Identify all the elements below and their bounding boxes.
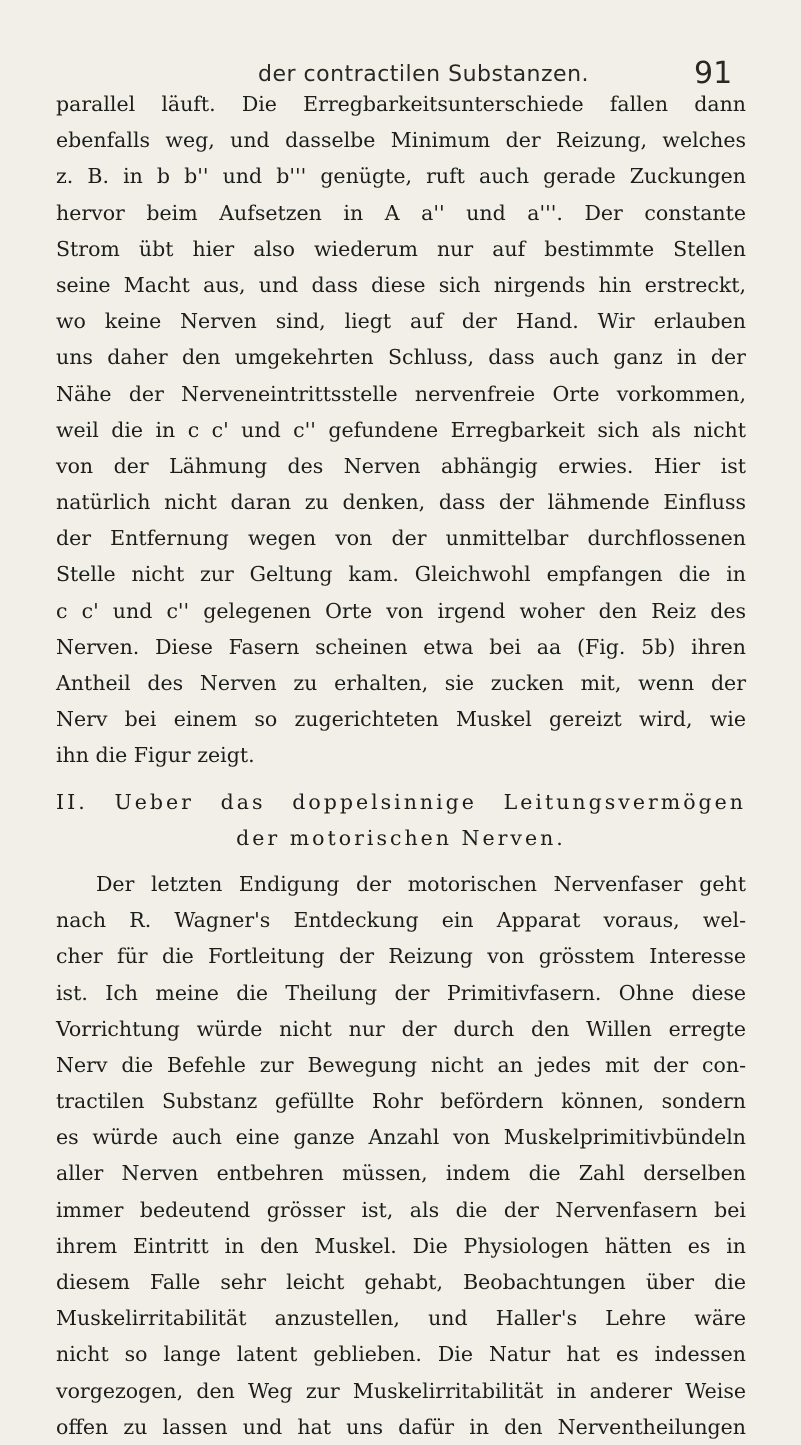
text-line: Vorrichtung würde nicht nur der durch den Willen erregte	[56, 1016, 746, 1041]
text-line: parallel läuft. Die Erregbarkeitsunterschiede fallen dann	[56, 92, 746, 116]
page-number: 91	[694, 56, 733, 91]
paragraph-2	[56, 866, 746, 1445]
text-line: nach R. Wagner's Entdeckung ein Apparat voraus, wel-	[56, 908, 746, 933]
text-line: weil die in c c' und c'' gefundene Erregbarkeit sich als nicht	[56, 417, 746, 442]
text-line: Strom übt hier also wiederum nur auf bestimmte Stellen	[56, 236, 746, 261]
text-line: ebenfalls weg, und dasselbe Minimum der Reizung, welches	[56, 128, 746, 153]
text-line: immer bedeutend grösser ist, als die der Nervenfasern bei	[56, 1197, 746, 1222]
text-line: vorgezogen, den Weg zur Muskelirritabilität in anderer Weise	[56, 1378, 746, 1403]
body-text	[56, 86, 746, 1445]
text-line: tractilen Substanz gefüllte Rohr befördern können, sondern	[56, 1089, 746, 1114]
text-line: aller Nerven entbehren müssen, indem die Zahl derselben	[56, 1161, 746, 1186]
section-gap	[56, 774, 746, 784]
text-line: es würde auch eine ganze Anzahl von Muskelprimitivbündeln	[56, 1125, 746, 1150]
text-line: Antheil des Nerven zu erhalten, sie zucken mit, wenn der	[56, 671, 746, 695]
text-line: c c' und c'' gelegenen Orte von irgend woher den Reiz des	[56, 598, 746, 623]
text-line: Der letzten Endigung der motorischen Nervenfaser geht	[96, 871, 746, 896]
text-line: Nähe der Nerveneintrittsstelle nervenfreie Orte vorkommen,	[56, 381, 746, 406]
text-line: Nerv die Befehle zur Bewegung nicht an jedes mit der con-	[56, 1052, 746, 1077]
text-line: wo keine Nerven sind, liegt auf der Hand. Wir erlauben	[56, 309, 746, 334]
text-line: von der Lähmung des Nerven abhängig erwies. Hier ist	[56, 453, 746, 478]
text-line: cher für die Fortleitung der Reizung von grösstem Interesse	[56, 944, 746, 969]
paragraph-1	[56, 86, 746, 774]
text-line: hervor beim Aufsetzen in A a'' und a'''. Der constante	[56, 200, 746, 225]
text-line: diesem Falle sehr leicht gehabt, Beobachtungen über die	[56, 1270, 746, 1294]
text-line: Stelle nicht zur Geltung kam. Gleichwohl empfangen die in	[56, 562, 746, 587]
text-line: der Entfernung wegen von der unmittelbar durchflossenen	[56, 526, 746, 551]
text-line: ist. Ich meine die Theilung der Primitivfasern. Ohne diese	[56, 980, 746, 1005]
text-line: ihn die Figur zeigt.	[56, 743, 255, 768]
text-line: ihrem Eintritt in den Muskel. Die Physiologen hätten es in	[56, 1233, 746, 1258]
running-head: der contractilen Substanzen.	[258, 62, 590, 87]
text-line: natürlich nicht daran zu denken, dass der lähmende Einfluss	[56, 490, 746, 515]
section-gap	[56, 856, 746, 866]
text-line: nicht so lange latent geblieben. Die Natur hat es indessen	[56, 1342, 746, 1367]
text-line: z. B. in b b'' und b''' genügte, ruft auch gerade Zuckungen	[56, 164, 746, 189]
section-heading-line-2: der motorischen Nerven.	[236, 825, 566, 850]
text-line: seine Macht aus, und dass diese sich nirgends hin erstreckt,	[56, 272, 746, 297]
text-line: Nerven. Diese Fasern scheinen etwa bei aa (Fig. 5b) ihren	[56, 634, 746, 659]
section-heading	[56, 784, 746, 856]
text-line: offen zu lassen und hat uns dafür in den Nerventheilungen	[56, 1414, 746, 1439]
section-heading-line-1: II. Ueber das doppelsinnige Leitungsvermögen	[56, 789, 746, 814]
text-line: uns daher den umgekehrten Schluss, dass auch ganz in der	[56, 345, 746, 370]
text-line: Muskelirritabilität anzustellen, und Haller's Lehre wäre	[56, 1306, 746, 1331]
text-line: Nerv bei einem so zugerichteten Muskel gereizt wird, wie	[56, 707, 746, 732]
